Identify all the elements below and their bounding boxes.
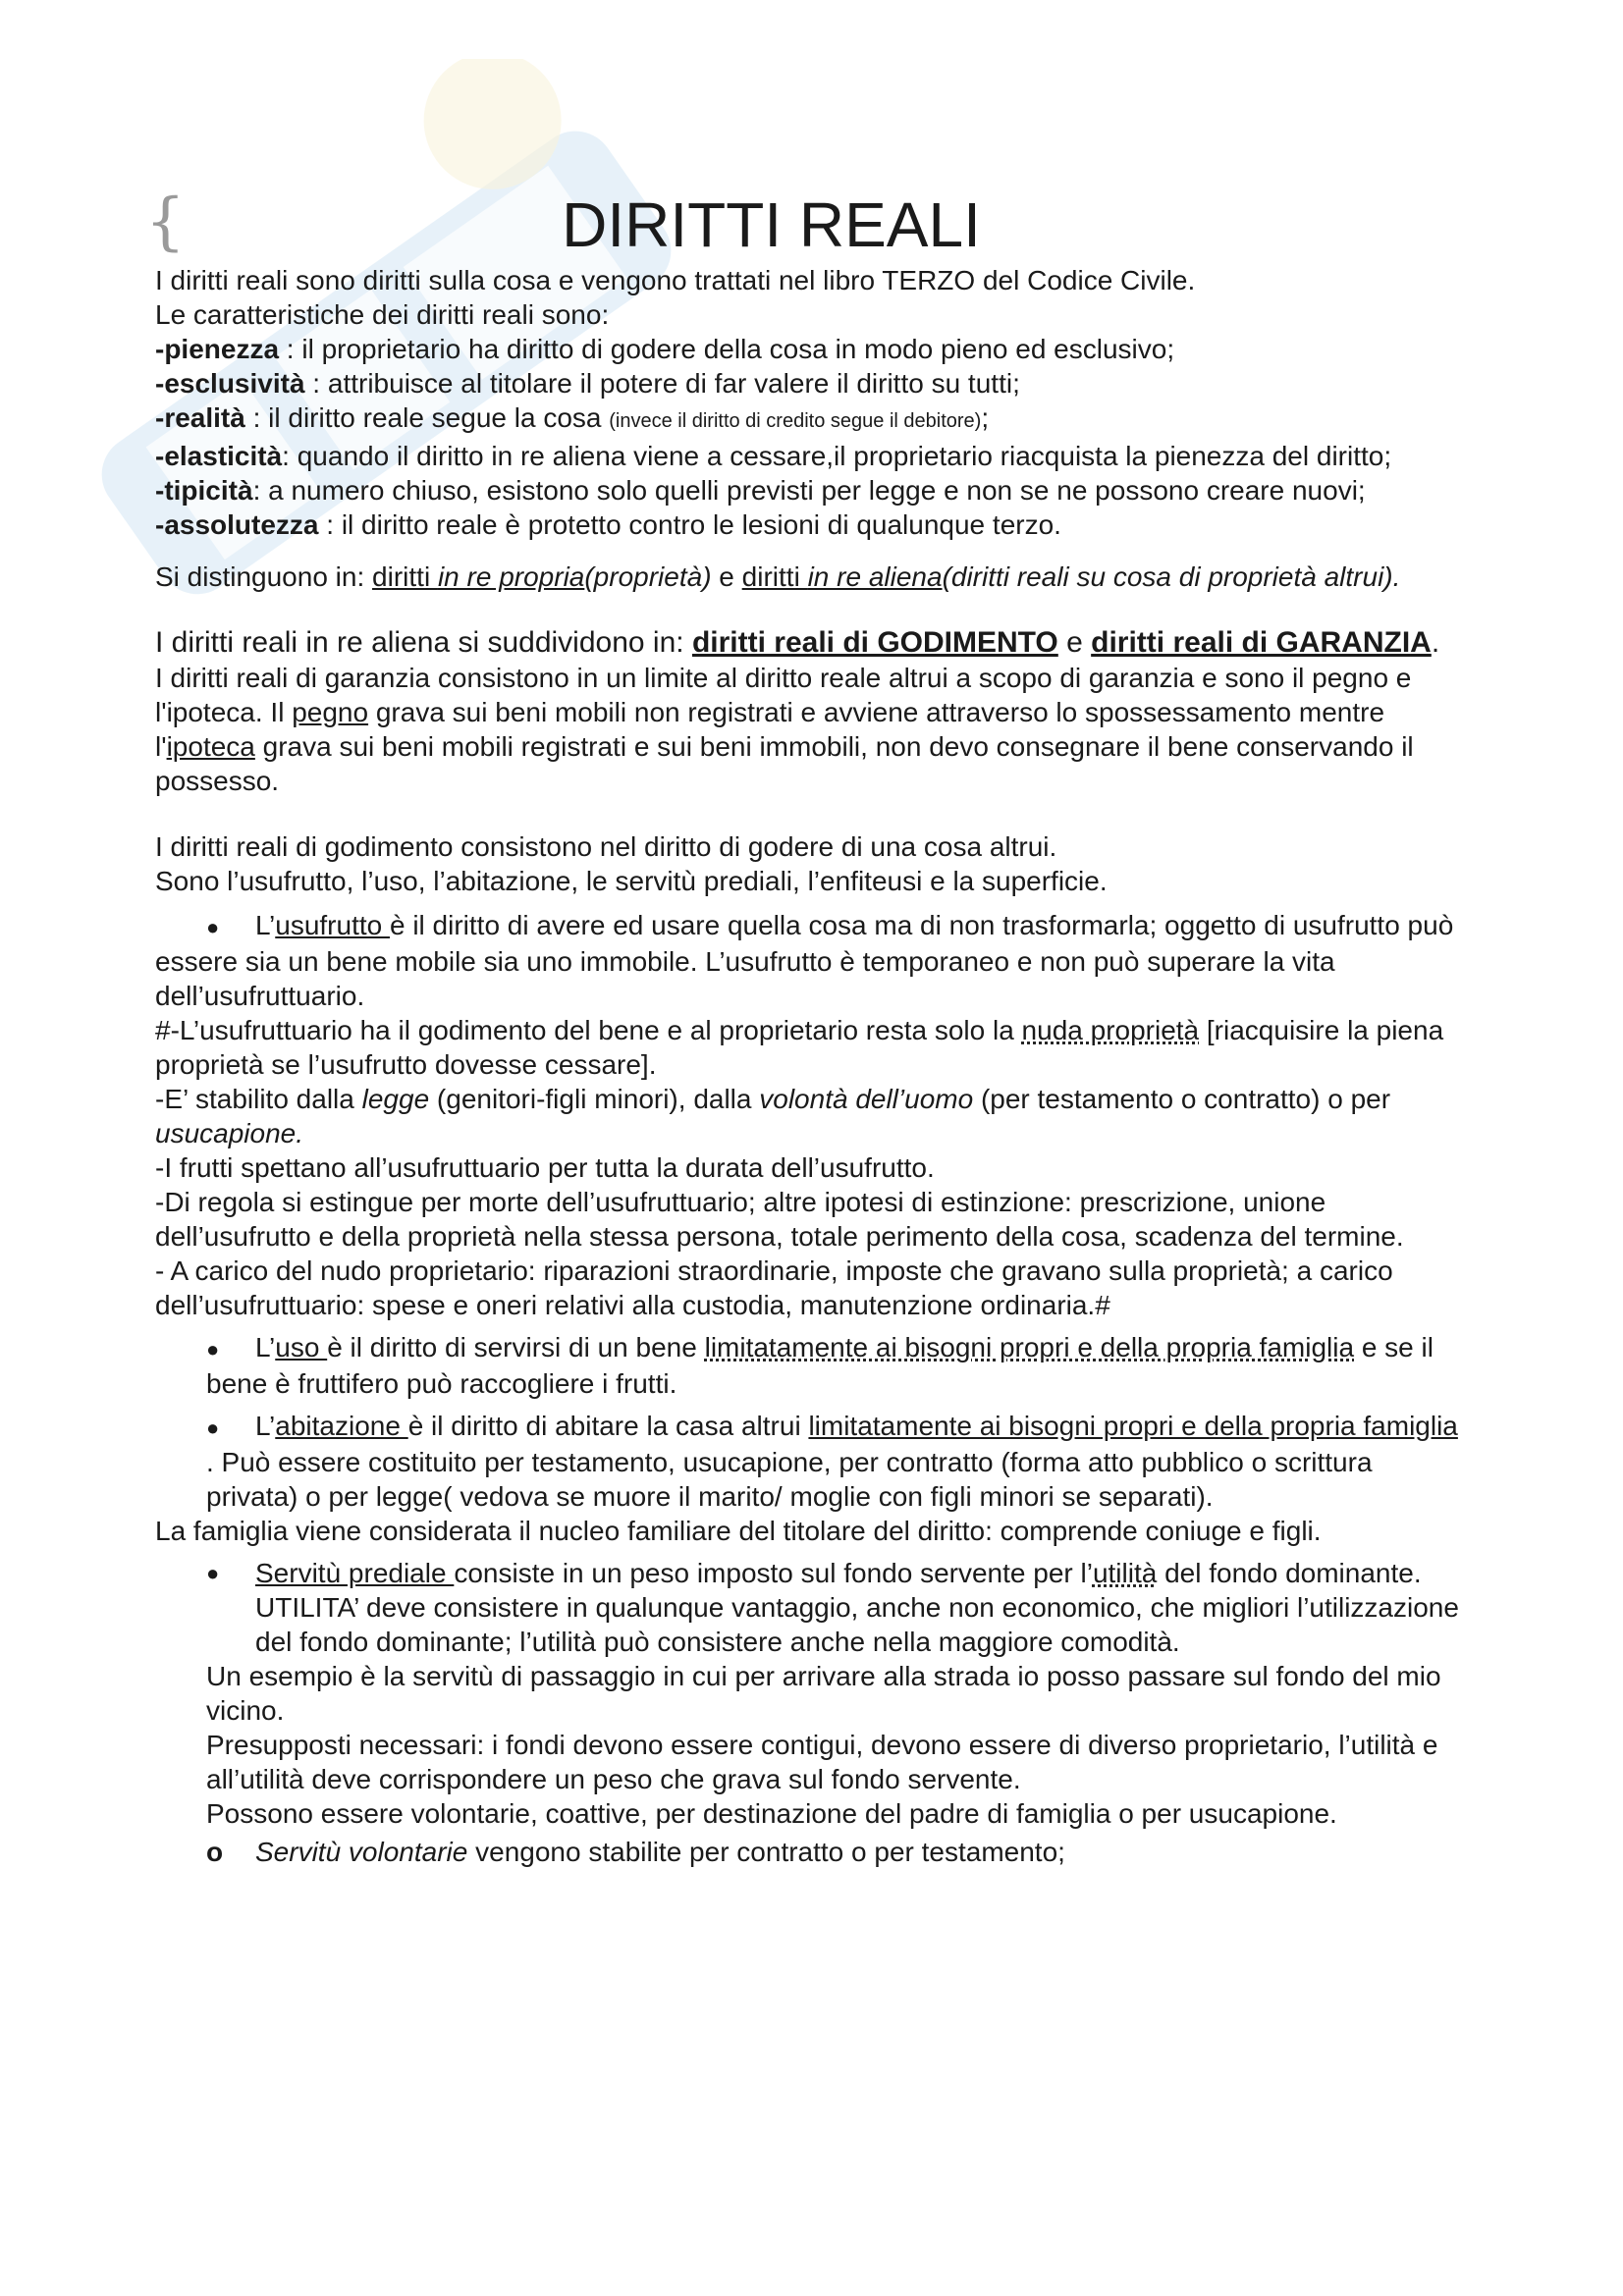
bold-underlined-text: diritti reali di GARANZIA [1091, 626, 1432, 659]
italic-text: usucapione. [155, 1118, 304, 1148]
text-span: è il diritto di servirsi di un bene [327, 1332, 705, 1362]
document-page [145, 186, 1471, 1869]
feature-term: -pienezza [155, 334, 280, 364]
text-span: Si distinguono in: [155, 561, 373, 592]
garanzia-paragraph [155, 661, 1471, 798]
underlined-text: uso [275, 1332, 328, 1362]
underlined-text: ipoteca [166, 731, 255, 762]
feature-tail: ; [981, 402, 990, 433]
usufrutto-note [155, 1013, 1471, 1082]
feature-term: -assolutezza [155, 509, 319, 540]
italic-text: volontà dell’uomo [759, 1084, 974, 1114]
usufrutto-note: -I frutti spettano all’usufruttuario per tutta la durata dell’usufrutto. [155, 1152, 935, 1183]
feature-term: -esclusività [155, 368, 305, 399]
feature-note: (invece il diritto di credito segue il debitore) [609, 410, 982, 432]
underlined-text: pegno [292, 697, 369, 727]
intro-line: I diritti reali sono diritti sulla cosa e vengono trattati nel libro TERZO del Codice Civile. [155, 265, 1196, 295]
distinguish-paragraph [155, 560, 1471, 594]
famiglia-line: La famiglia viene considerata il nucleo familiare del titolare del diritto: comprende coniuge e figli. [155, 1516, 1322, 1546]
text-span: consiste in un peso imposto sul fondo servente per l’ [454, 1558, 1093, 1588]
feature-text: : a numero chiuso, esistono solo quelli previsti per legge e non se ne possono creare nuovi; [252, 475, 1366, 506]
text-span: del fondo dominante. UTILITA’ deve consistere in qualunque vantaggio, anche non economico, che migliori l’utilizzazione del fondo dominante; l’utilità può consistere anche nella maggiore comodità. [255, 1558, 1459, 1657]
text-span: . Può essere costituito per testamento, usucapione, per contratto (forma atto pubblico o scrittura privata) o per legge( vedova se muore il marito/ moglie con figli minori se separati). [206, 1447, 1373, 1512]
usufrutto-note [155, 1082, 1471, 1150]
text-span: . [1431, 626, 1440, 659]
italic-text: legge [361, 1084, 430, 1114]
bullet-icon: ● [206, 1561, 220, 1585]
intro-line: Le caratteristiche dei diritti reali sono: [155, 299, 610, 330]
text-span: è il diritto di avere ed usare quella cosa ma di non trasformarla; oggetto di usufrutto può essere sia un bene mobile sia uno immobile. L’usufrutto è temporaneo e non può superare la vita dell’usufruttuario. [155, 910, 1454, 1011]
underlined-text: limitatamente ai bisogni propri e della propria famiglia [808, 1411, 1458, 1441]
text-span: L’usufruttuario ha il godimento del bene e al proprietario resta solo la [179, 1015, 1022, 1045]
italic-text: in re propria [437, 561, 585, 592]
feature-line [155, 507, 1471, 542]
italic-text: in re aliena [807, 561, 943, 592]
text-span: vengono stabilite per contratto o per testamento; [467, 1837, 1065, 1867]
feature-text: : il diritto reale segue la cosa [244, 402, 610, 433]
text-span: I diritti reali in re aliena si suddividono in: [155, 626, 692, 659]
text-span: grava sui beni mobili registrati e sui beni immobili, non devo consegnare il bene conservando il possesso. [155, 731, 1414, 796]
text-span: [riacquisire la piena proprietà se l’usufrutto dovesse cessare]. [155, 1015, 1444, 1080]
bullet-icon: ● [206, 1415, 220, 1440]
bullet-icon: ● [206, 915, 220, 939]
servitu-note: Presupposti necessari: i fondi devono essere contigui, devono essere di diverso proprietario, l’utilità e all’utilità deve corrispondere un peso che grava sul fondo servente. [206, 1730, 1438, 1794]
feature-text: : quando il diritto in re aliena viene a cessare,il proprietario riacquista la pienezza del diritto; [282, 441, 1392, 471]
feature-line [155, 366, 1471, 400]
underlined-text: abitazione [275, 1411, 408, 1441]
text-span: L’ [255, 1332, 276, 1362]
usufrutto-note: -Di regola si estingue per morte dell’usufruttuario; altre ipotesi di estinzione: prescrizione, unione dell’usufrutto e della proprietà nella stessa persona, totale perimento della cosa, scadenza del termine. [155, 1187, 1404, 1252]
bullet-icon: ● [206, 1337, 220, 1362]
brace-icon: { [145, 186, 186, 258]
italic-text: (proprietà) [584, 561, 712, 592]
bullet-item-servitu [155, 1556, 1471, 1659]
feature-line [155, 332, 1471, 366]
feature-text: : il proprietario ha diritto di godere della cosa in modo pieno ed esclusivo; [279, 334, 1175, 364]
underlined-text [742, 561, 943, 592]
servitu-note: Possono essere volontarie, coattive, per destinazione del padre di famiglia o per usucapione. [206, 1798, 1337, 1829]
title-row [145, 186, 1471, 263]
text-span: L’ [255, 1411, 276, 1441]
sub-item-volontarie [155, 1835, 1471, 1869]
bullet-item-abitazione [155, 1409, 1471, 1514]
feature-text: : attribuisce al titolare il potere di far valere il diritto su tutti; [304, 368, 1020, 399]
italic-text: Servitù volontarie [255, 1837, 468, 1867]
bold-underlined-text: diritti reali di GODIMENTO [691, 626, 1058, 659]
page-title: DIRITTI REALI [562, 189, 981, 260]
underlined-text: utilità [1092, 1558, 1158, 1588]
feature-line [155, 473, 1471, 507]
usufrutto-note: - A carico del nudo proprietario: riparazioni straordinarie, imposte che gravano sulla proprietà; a carico dell’usufruttuario: spese e oneri relativi alla custodia, manutenzione ordinaria.# [155, 1255, 1393, 1320]
text-span: (per testamento o contratto) o per [973, 1084, 1391, 1114]
text-span: diritti [741, 561, 808, 592]
text-span: e [1057, 626, 1092, 659]
text-span: (genitori-figli minori), dalla [429, 1084, 760, 1114]
text-span: L’ [255, 910, 276, 940]
text-span: diritti [372, 561, 438, 592]
feature-line [155, 439, 1471, 473]
godimento-line: Sono l’usufrutto, l’uso, l’abitazione, le servitù prediali, l’enfiteusi e la superficie. [155, 866, 1108, 896]
feature-term: -tipicità [155, 475, 253, 506]
feature-text: : il diritto reale è protetto contro le lesioni di qualunque terzo. [318, 509, 1061, 540]
circle-bullet-icon: o [206, 1837, 224, 1867]
bullet-item-uso [155, 1330, 1471, 1401]
underlined-text [372, 561, 584, 592]
underlined-text: nuda proprietà [1021, 1015, 1200, 1045]
underlined-text: limitatamente ai bisogni propri e della propria famiglia [704, 1332, 1355, 1362]
underlined-text: Servitù prediale [255, 1558, 455, 1588]
feature-term: -realità [155, 402, 245, 433]
feature-term: -elasticità [155, 441, 283, 471]
subdivide-paragraph [155, 625, 1471, 661]
italic-text: (diritti reali su cosa di proprietà altrui). [942, 561, 1401, 592]
godimento-line: I diritti reali di godimento consistono nel diritto di godere di una cosa altrui. [155, 831, 1057, 862]
feature-line [155, 400, 1471, 439]
text-span: grava sui beni mobili non registrati e avviene attraverso lo spossessamento mentre l' [155, 697, 1385, 762]
bullet-item-usufrutto [155, 908, 1471, 1013]
text-span: -E’ stabilito dalla [155, 1084, 362, 1114]
text-span: e se il bene è fruttifero può raccogliere i frutti. [206, 1332, 1434, 1399]
text-span: è il diritto di abitare la casa altrui [407, 1411, 809, 1441]
text-span: I diritti reali di garanzia consistono in un limite al diritto reale altrui a scopo di garanzia e sono il pegno e l'ipoteca. Il [155, 663, 1412, 727]
underlined-text: usufrutto [275, 910, 390, 940]
text-span: e [711, 561, 742, 592]
text-span: #- [155, 1015, 180, 1045]
servitu-note: Un esempio è la servitù di passaggio in cui per arrivare alla strada io posso passare sul fondo del mio vicino. [206, 1661, 1441, 1726]
